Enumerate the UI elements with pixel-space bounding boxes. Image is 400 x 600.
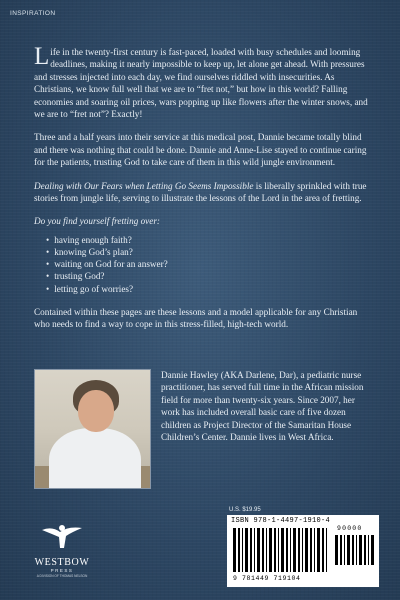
- list-item: • having enough faith?: [46, 234, 370, 246]
- list-item: • waiting on God for an answer?: [46, 258, 370, 270]
- isbn-text: ISBN 978-1-4497-1910-4: [231, 517, 331, 525]
- back-cover-text: [34, 43, 370, 342]
- addon-number: 90000: [337, 525, 363, 532]
- category-label: INSPIRATION: [10, 10, 56, 17]
- author-photo: [34, 369, 151, 489]
- addon-barcode-bars: [335, 535, 375, 581]
- publisher-division: A DIVISION OF THOMAS NELSON: [36, 574, 88, 578]
- book-desc-text: is liberally sprinkled with true stories from jungle life, serving to illustrate the lessons of the Lord in the area of fretting.: [34, 180, 367, 204]
- publisher-sub: PRESS: [50, 568, 74, 573]
- price-label: U.S. $19.95: [229, 507, 261, 513]
- barcode-number: 9 781449 719104: [233, 575, 301, 582]
- book-title: Dealing with Our Fears when Letting Go Seems Impossible: [34, 180, 254, 191]
- book-description: [34, 180, 370, 205]
- fret-list: [46, 234, 370, 295]
- list-item: • letting go of worries?: [46, 283, 370, 295]
- list-item: • knowing God’s plan?: [46, 246, 370, 258]
- story-paragraph: Three and a half years into their service at this medical post, Dannie became totally blind and there was nothing that could be done. Dannie and Anne-Lise stayed to continue caring for the patients, trusting God to take care of them in this wild jungle environment.: [34, 132, 367, 168]
- publisher-logo: [27, 520, 97, 578]
- author-bio: Dannie Hawley (AKA Darlene, Dar), a pediatric nurse practitioner, has served full time in the African mission field for more than twenty-six years. Since 2007, her work has included overall basic care of five dozen children as Project Director of the Samaritan House Children’s Center. Dannie lives in West Africa.: [161, 370, 364, 443]
- isbn-barcode: [227, 515, 379, 587]
- question-heading: Do you find yourself fretting over:: [34, 216, 160, 227]
- publisher-name: WESTBOW: [34, 557, 90, 568]
- closing-paragraph: Contained within these pages are these lessons and a model applicable for any Christian who needs to find a way to cope in this stress-filled, high-tech world.: [34, 306, 358, 330]
- list-item: • trusting God?: [46, 270, 370, 282]
- flying-figure-icon: [40, 520, 84, 550]
- barcode-bars: [233, 528, 329, 574]
- intro-paragraph: Life in the twenty-first century is fast-paced, loaded with busy schedules and looming deadlines, making it nearly impossible to keep up, let alone get ahead. With pressures and stresses injected into each day, we find ourselves riddled with insecurities. As Christians, we know full well that we are to “fret not,” but how in this world? Falling economies and soaring oil prices, wars popping up like flowers after the winter snows, and we are to “fret not”? Exactly!: [34, 43, 368, 120]
